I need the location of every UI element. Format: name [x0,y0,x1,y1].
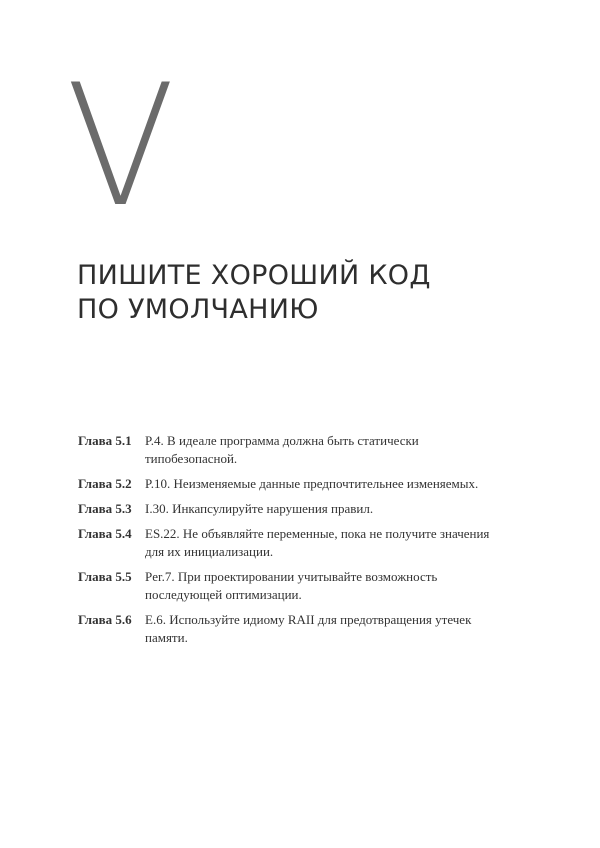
part-numeral: V [66,48,176,244]
part-title-line: ПИШИТЕ ХОРОШИЙ КОД [77,260,431,291]
chapter-entry [78,475,548,493]
chapter-text-line: типобезопасной. [145,451,238,466]
chapter-label: Глава 5.2 [78,476,132,491]
chapter-text-line: P.4. В идеале программа должна быть статически [145,433,419,448]
part-title-line: ПО УМОЛЧАНИЮ [77,294,319,325]
chapter-label: Глава 5.1 [78,433,132,448]
chapter-text-line: для их инициализации. [145,544,274,559]
chapter-text-line: E.6. Используйте идиому RAII для предотвращения утечек [145,612,472,627]
chapter-entry [78,525,548,561]
chapter-list [78,432,548,654]
part-title [77,259,431,327]
chapter-text [145,525,489,561]
chapter-label: Глава 5.3 [78,501,132,516]
chapter-label: Глава 5.6 [78,612,132,627]
chapter-entry [78,611,548,647]
chapter-text [145,475,478,493]
chapter-text-line: памяти. [145,630,188,645]
chapter-entry [78,432,548,468]
chapter-text-line: последующей оптимизации. [145,587,302,602]
chapter-text [145,611,471,647]
chapter-entry [78,500,548,518]
chapter-text-line: Per.7. При проектировании учитывайте возможность [145,569,438,584]
chapter-label: Глава 5.4 [78,526,132,541]
chapter-text-line: I.30. Инкапсулируйте нарушения правил. [145,501,374,516]
chapter-label: Глава 5.5 [78,569,132,584]
chapter-text [145,500,373,518]
chapter-text [145,568,437,604]
chapter-text-line: P.10. Неизменяемые данные предпочтительнее изменяемых. [145,476,479,491]
chapter-text-line: ES.22. Не объявляйте переменные, пока не получите значения [145,526,490,541]
chapter-entry [78,568,548,604]
chapter-text [145,432,419,468]
